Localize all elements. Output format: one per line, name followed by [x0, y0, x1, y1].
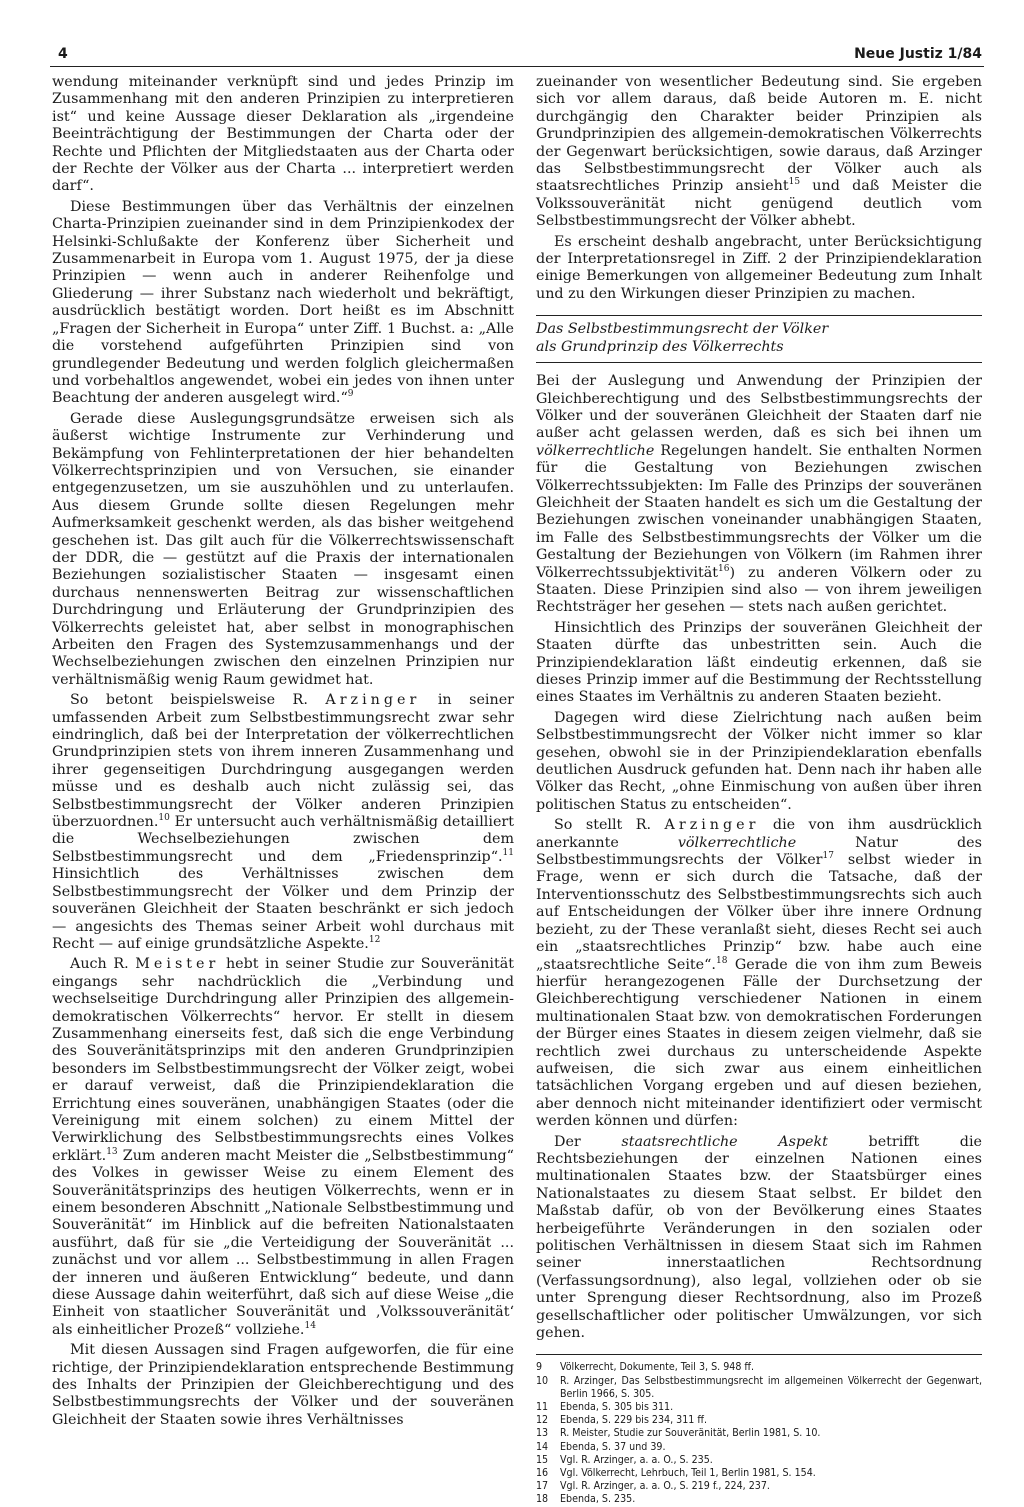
- paragraph: [52, 74, 514, 196]
- footnote-text: Vgl. R. Arzinger, a. a. O., S. 235.: [560, 1453, 713, 1466]
- footnote-text: Ebenda, S. 305 bis 311.: [560, 1401, 674, 1414]
- footnote: [536, 1427, 982, 1440]
- text-run: Hinsichtlich des Verhältnisses zwischen dem Selbstbestimmungsrecht der Völker und dem Prinzip der souveränen Gleichheit der Staaten beschränkt er sich jedoch — angesichts des Themas seiner Arbeit wohl durchaus mit Recht — auf einige grundsätzliche Aspekte.: [52, 866, 514, 952]
- page-number: 4: [58, 46, 68, 62]
- author-name: Meister: [135, 956, 220, 973]
- author-name: Arzinger: [664, 817, 760, 834]
- right-column-top: [536, 74, 982, 303]
- paragraph: [52, 1342, 514, 1429]
- text-run: die von ihm ausdrücklich anerkannte: [536, 817, 982, 851]
- page-header: [50, 44, 984, 67]
- paragraph: [536, 710, 982, 814]
- paragraph: [536, 817, 982, 1130]
- text-run: Diese Bestimmungen über das Verhältnis der einzelnen Charta-Prinzipien zueinander sind in dem Prinzipienkodex der Helsinki-Schlußakte der Konferenz über Sicherheit und Zusammenarbeit in Europa vom 1. August 1975, der ja diese Prinzipien — wenn auch in anderer Reihenfolge und Gliederung — ihrer Substanz nach wiederholt und bekräftigt, ausdrücklich bestätigt worden. Dort heißt es im Abschnitt „Fragen der Sicherheit in Europa“ unter Ziff. 1 Buchst. a: „Alle die vorstehend aufgeführten Prinzipien sind von grundlegender Bedeutung und werden folglich gleichermaßen und vorbehaltlos angewendet, wobei ein jedes von ihnen unter Beachtung der anderen ausgelegt wird.“: [52, 198, 514, 407]
- footnote: [536, 1401, 982, 1414]
- text-run: Es erscheint deshalb angebracht, unter Berücksichtigung der Interpretationsregel in Ziff. 2 der Prinzipiendeklaration einige Bemerkungen von allgemeiner Bedeutung zum Inhalt und zu den Wirkungen dieser Prinzipien zu machen.: [536, 233, 982, 302]
- footnote-text: Völkerrecht, Dokumente, Teil 3, S. 948 ff.: [560, 1361, 755, 1374]
- paragraph: [52, 956, 514, 1339]
- footnote-number: 14: [536, 1440, 549, 1453]
- right-column-bottom: [536, 373, 982, 1342]
- paragraph: [536, 74, 982, 231]
- text-run: hebt in seiner Studie zur Souveränität eingangs sehr nachdrücklich die „Verbindung und wechselseitige Durchdringung aller Prinzipien des allgemein-demokratischen Völkerrechts“ hervor. Er stellt in diesem Zusammenhang einerseits fest, daß sich die enge Verbindung des Souveränitätsprinzips mit den anderen Grundprinzipien besonders im Selbstbestimmungsrecht der Völker zeigt, wobei er darauf verweist, daß die Prinzipiendeklaration die Errichtung eines souveränen, unabhängigen Staates (oder die Vereinigung mit einem solchen) zu einem Mittel der Verwirklichung des Selbstbestimmungsrechts eines Volkes erklärt.: [52, 956, 515, 1164]
- text-run: betrifft die Rechtsbeziehungen der einzelnen Nationen eines multinationalen Staates bzw. der Staatsbürger eines Nationalstaates zu diesem Staat selbst. Er bildet den Maßstab dafür, ob von der Bevölkerung eines Staates herbeigeführte Veränderungen in den sozialen oder politischen Verhältnissen in diesem Staat sich im Rahmen seiner innerstaatlichen Rechtsordnung (Verfassungsordnung), also legal, vollziehen oder ob sie unter Sprengung dieser Rechtsordnung, also im Prozeß gesellschaftlicher oder politischer Umwälzungen, vor sich gehen.: [536, 1133, 982, 1342]
- text-run: Natur des Selbstbestimmungsrechts der Völker: [536, 834, 982, 869]
- footnote-text: R. Meister, Studie zur Souveränität, Berlin 1981, S. 10.: [560, 1427, 821, 1440]
- section-title-line-2: als Grundprinzip des Völkerrechts: [536, 338, 784, 355]
- text-run: Gerade die von ihm zum Beweis hierfür herangezogenen Fälle der Durchsetzung der Gleichberechtigung verschiedener Nationen in einem multinationalen Staat bzw. von demokratischen Forderungen der Bürger eines Staates in diesem zeigen vielmehr, daß sie rechtlich zwei durchaus zu unterscheidende Aspekte aufweisen, die sich zwar aus einem einheitlichen tatsächlichen Vorgang ergeben und auf diesen beziehen, aber dennoch nicht miteinander identifiziert oder vermischt werden können und dürfen:: [536, 956, 982, 1130]
- footnote-number: 9: [536, 1361, 543, 1374]
- text-run: ) zu anderen Völkern oder zu Staaten. Diese Prinzipien sind also — von ihrem jeweiligen Rechtsträger her gesehen — stets nach außen gerichtet.: [536, 564, 982, 616]
- footnote-ref: 14: [304, 1321, 316, 1332]
- footnote: [536, 1375, 982, 1401]
- footnote-number: 18: [536, 1493, 549, 1506]
- paragraph: [52, 199, 514, 408]
- text-run: selbst wieder in Frage, wenn er sich durch die Tatsache, daß der Interventionsschutz des Selbstbestimmungsrechts sich auch auf Entscheidungen der Völker über ihre innere Ordnung bezieht, zu der These veranlaßt sieht, dieses Recht sei auch ein „staatsrechtliches Prinzip“ bzw. habe auch eine „staatsrechtliche Seite“.: [536, 852, 982, 973]
- footnote-ref: 10: [158, 813, 170, 824]
- footnote-number: 13: [536, 1427, 549, 1440]
- text-run: Der: [554, 1133, 622, 1150]
- text-run: Auch R.: [70, 956, 136, 973]
- footnote-number: 17: [536, 1480, 549, 1493]
- footnote-text: Ebenda, S. 229 bis 234, 311 ff.: [560, 1414, 707, 1427]
- footnote-number: 10: [536, 1374, 549, 1387]
- text-run: Regelungen handelt. Sie enthalten Normen für die Gestaltung von Beziehungen zwischen Völkerrechtssubjekten: Im Falle des Prinzips der souveränen Gleichheit der Staaten handelt es sich um die Gestaltung der Beziehungen zwischen voneinander unabhängigen Staaten, im Falle des Selbstbestimmungsrechts der Völker um die Gestaltung der Beziehungen von Völkern (im Rahmen ihrer Völkerrechtssubjektivität: [536, 442, 982, 581]
- footnote-text: Ebenda, S. 235.: [560, 1493, 636, 1506]
- text-run: Er untersucht auch verhältnismäßig detailliert die Wechselbeziehungen zwischen dem Selbstbestimmungsrecht und dem „Friedensprinzip“.: [52, 814, 514, 865]
- text-run: und daß Meister die Volkssouveränität nicht genügend deutlich vom Selbstbestimmungsrecht der Völker abhebt.: [536, 178, 982, 230]
- left-column: [52, 74, 514, 1429]
- text-run: in seiner umfassenden Arbeit zum Selbstbestimmungsrecht zwar sehr eindringlich, daß bei der Interpretation der völkerrechtlichen Grundprinzipien stets von ihrem inneren Zusammenhang und ihrer gegenseitigen Durchdringung ausgegangen werden müsse und es deshalb auch nicht zulässig sei, das Selbstbestimmungsrecht der Völker anderen Prinzipien überzuordnen.: [52, 692, 514, 831]
- text-run: So betont beispielsweise R.: [70, 692, 326, 709]
- footnote-text: Vgl. Völkerrecht, Lehrbuch, Teil 1, Berlin 1981, S. 154.: [560, 1467, 816, 1480]
- text-run: zueinander von wesentlicher Bedeutung sind. Sie ergeben sich vor allem daraus, daß beide Autoren m. E. nicht durchgängig den Charakter beider Prinzipien als Grundprinzipien des allgemein-demokratischen Völkerrechts der Gegenwart berücksichtigen, sowie daraus, daß Arzinger das Selbstbestimmungsrecht der Völker auch als staatsrechtliches Prinzip ansieht: [536, 74, 982, 195]
- section-title-line-1: Das Selbstbestimmungsrecht der Völker: [536, 321, 829, 338]
- footnote-ref: 17: [822, 851, 834, 862]
- paragraph: [536, 620, 982, 707]
- author-name: Arzinger: [325, 692, 421, 709]
- paragraph: [536, 1134, 982, 1343]
- footnote-number: 16: [536, 1467, 549, 1480]
- footnote-text: Ebenda, S. 37 und 39.: [560, 1440, 666, 1453]
- section-heading: [536, 315, 982, 363]
- footnote-ref: 11: [502, 848, 514, 859]
- text-run: Hinsichtlich des Prinzips der souveränen Gleichheit der Staaten dürfte das unbestritten sein. Auch die Prinzipiendeklaration läßt eindeutig erkennen, daß sie dieses Prinzip immer auf die Bestimmung der Rechtsstellung eines Staates im Verhältnis zu anderen Staaten bezieht.: [536, 619, 982, 706]
- footnote-text: R. Arzinger, Das Selbstbestimmungsrecht im allgemeinen Völkerrecht der Gegenwart, Berlin 1966, S. 305.: [560, 1374, 982, 1400]
- footnote-ref: 15: [788, 177, 801, 188]
- footnote: [536, 1361, 982, 1374]
- footnote-ref: 16: [717, 563, 730, 574]
- text-run: Mit diesen Aussagen sind Fragen aufgeworfen, die für eine richtige, der Prinzipiendeklaration entsprechende Bestimmung des Inhalts der Prinzipien der Gleichberechtigung und des Selbstbestimmungsrechts der Völker und der souveränen Gleichheit der Staaten sowie ihres Verhältnisses: [52, 1342, 514, 1428]
- footnote-number: 11: [536, 1401, 549, 1414]
- paragraph: [52, 411, 514, 690]
- right-column: [536, 74, 982, 1507]
- footnote-number: 12: [536, 1414, 549, 1427]
- footnote-ref: 12: [368, 935, 381, 946]
- footnotes: [536, 1354, 982, 1506]
- text-run: Bei der Auslegung und Anwendung der Prinzipien der Gleichberechtigung und des Selbstbestimmungsrechts der Völker und der souveränen Gleichheit der Staaten darf nie außer acht gelassen werden, daß es sich bei ihnen um: [536, 373, 982, 442]
- emphasis: staatsrechtliche Aspekt: [621, 1133, 828, 1150]
- footnote: [536, 1493, 982, 1506]
- footnote-ref: 9: [347, 389, 354, 400]
- emphasis: völkerrechtliche: [677, 834, 797, 851]
- text-run: Dagegen wird diese Zielrichtung nach außen beim Selbstbestimmungsrecht der Völker nicht immer so klar gesehen, obwohl sie in der Prinzipiendeklaration ebenfalls deutlichen Ausdruck gefunden hat. Denn nach ihr haben alle Völker das Recht, „ohne Einmischung von außen über ihren politischen Status zu entscheiden“.: [536, 709, 982, 813]
- emphasis: völkerrechtliche: [536, 442, 655, 459]
- paragraph: [536, 373, 982, 617]
- text-run: wendung miteinander verknüpft sind und jedes Prinzip im Zusammenhang mit den anderen Prinzipien zu interpretieren ist“ und keine Aussage dieser Deklaration als „irgendeine Beeinträchtigung der Bestimmungen der Charta oder der Rechte und Pflichten der Mitgliedstaaten aus der Charta oder der Rechte der Völker aus der Charta ... interpretiert werden darf“.: [52, 74, 514, 195]
- footnote-number: 15: [536, 1453, 549, 1466]
- text-run: Gerade diese Auslegungsgrundsätze erweisen sich als äußerst wichtige Instrumente zur Verhinderung und Bekämpfung von Fehlinterpretationen der hier behandelten Völkerrechtsprinzipien und von Versuchen, sie einander entgegenzusetzen, um sie auszuhöhlen und zu unterlaufen. Aus diesem Grunde sollte diesen Regelungen mehr Aufmerksamkeit geschenkt werden, als das bisher weitgehend geschehen ist. Das gilt auch für die Völkerrechtswissenschaft der DDR, die — gestützt auf die Praxis der internationalen Beziehungen sozialistischer Staaten — insgesamt einen durchaus nennenswerten Beitrag zur wissenschaftlichen Durchdringung und Erläuterung der Grundprinzipien des Völkerrechts geleistet hat, aber selbst in monographischen Arbeiten den Fragen des Systemzusammenhangs und der Wechselbeziehungen zwischen den einzelnen Prinzipien nur verhältnismäßig wenig Raum gewidmet hat.: [52, 410, 514, 688]
- journal-title: Neue Justiz 1/84: [854, 46, 982, 62]
- footnote: [536, 1480, 982, 1493]
- footnote: [536, 1454, 982, 1467]
- paragraph: [52, 692, 514, 953]
- text-run: Zum anderen macht Meister die „Selbstbestimmung“ des Volkes in gewisser Weise zu einem Element des Souveränitätsprinzips des heutigen Völkerrechts, wenn er in einem besonderen Abschnitt „Nationale Selbstbestimmung und Souveränität“ im Hinblick auf die befreiten Nationalstaaten ausführt, daß für sie „die Verteidigung der Souveränität ... zunächst und vor allem ... Selbstbestimmung in allen Fragen der inneren und äußeren Entwicklung“ bedeute, und dann diese Aussage dahin weiterführt, daß sich auf diese Weise „die Einheit von staatlicher Souveränität und ‚Volkssouveränität‘ als einheitlicher Prozeß“ vollziehe.: [52, 1147, 514, 1338]
- footnote: [536, 1414, 982, 1427]
- text-run: So stellt R.: [554, 817, 665, 834]
- footnote: [536, 1441, 982, 1454]
- footnote-ref: 18: [715, 955, 728, 966]
- footnote-text: Vgl. R. Arzinger, a. a. O., S. 219 f., 224, 237.: [560, 1480, 770, 1493]
- paragraph: [536, 234, 982, 304]
- footnote-ref: 13: [106, 1147, 118, 1158]
- footnote: [536, 1467, 982, 1480]
